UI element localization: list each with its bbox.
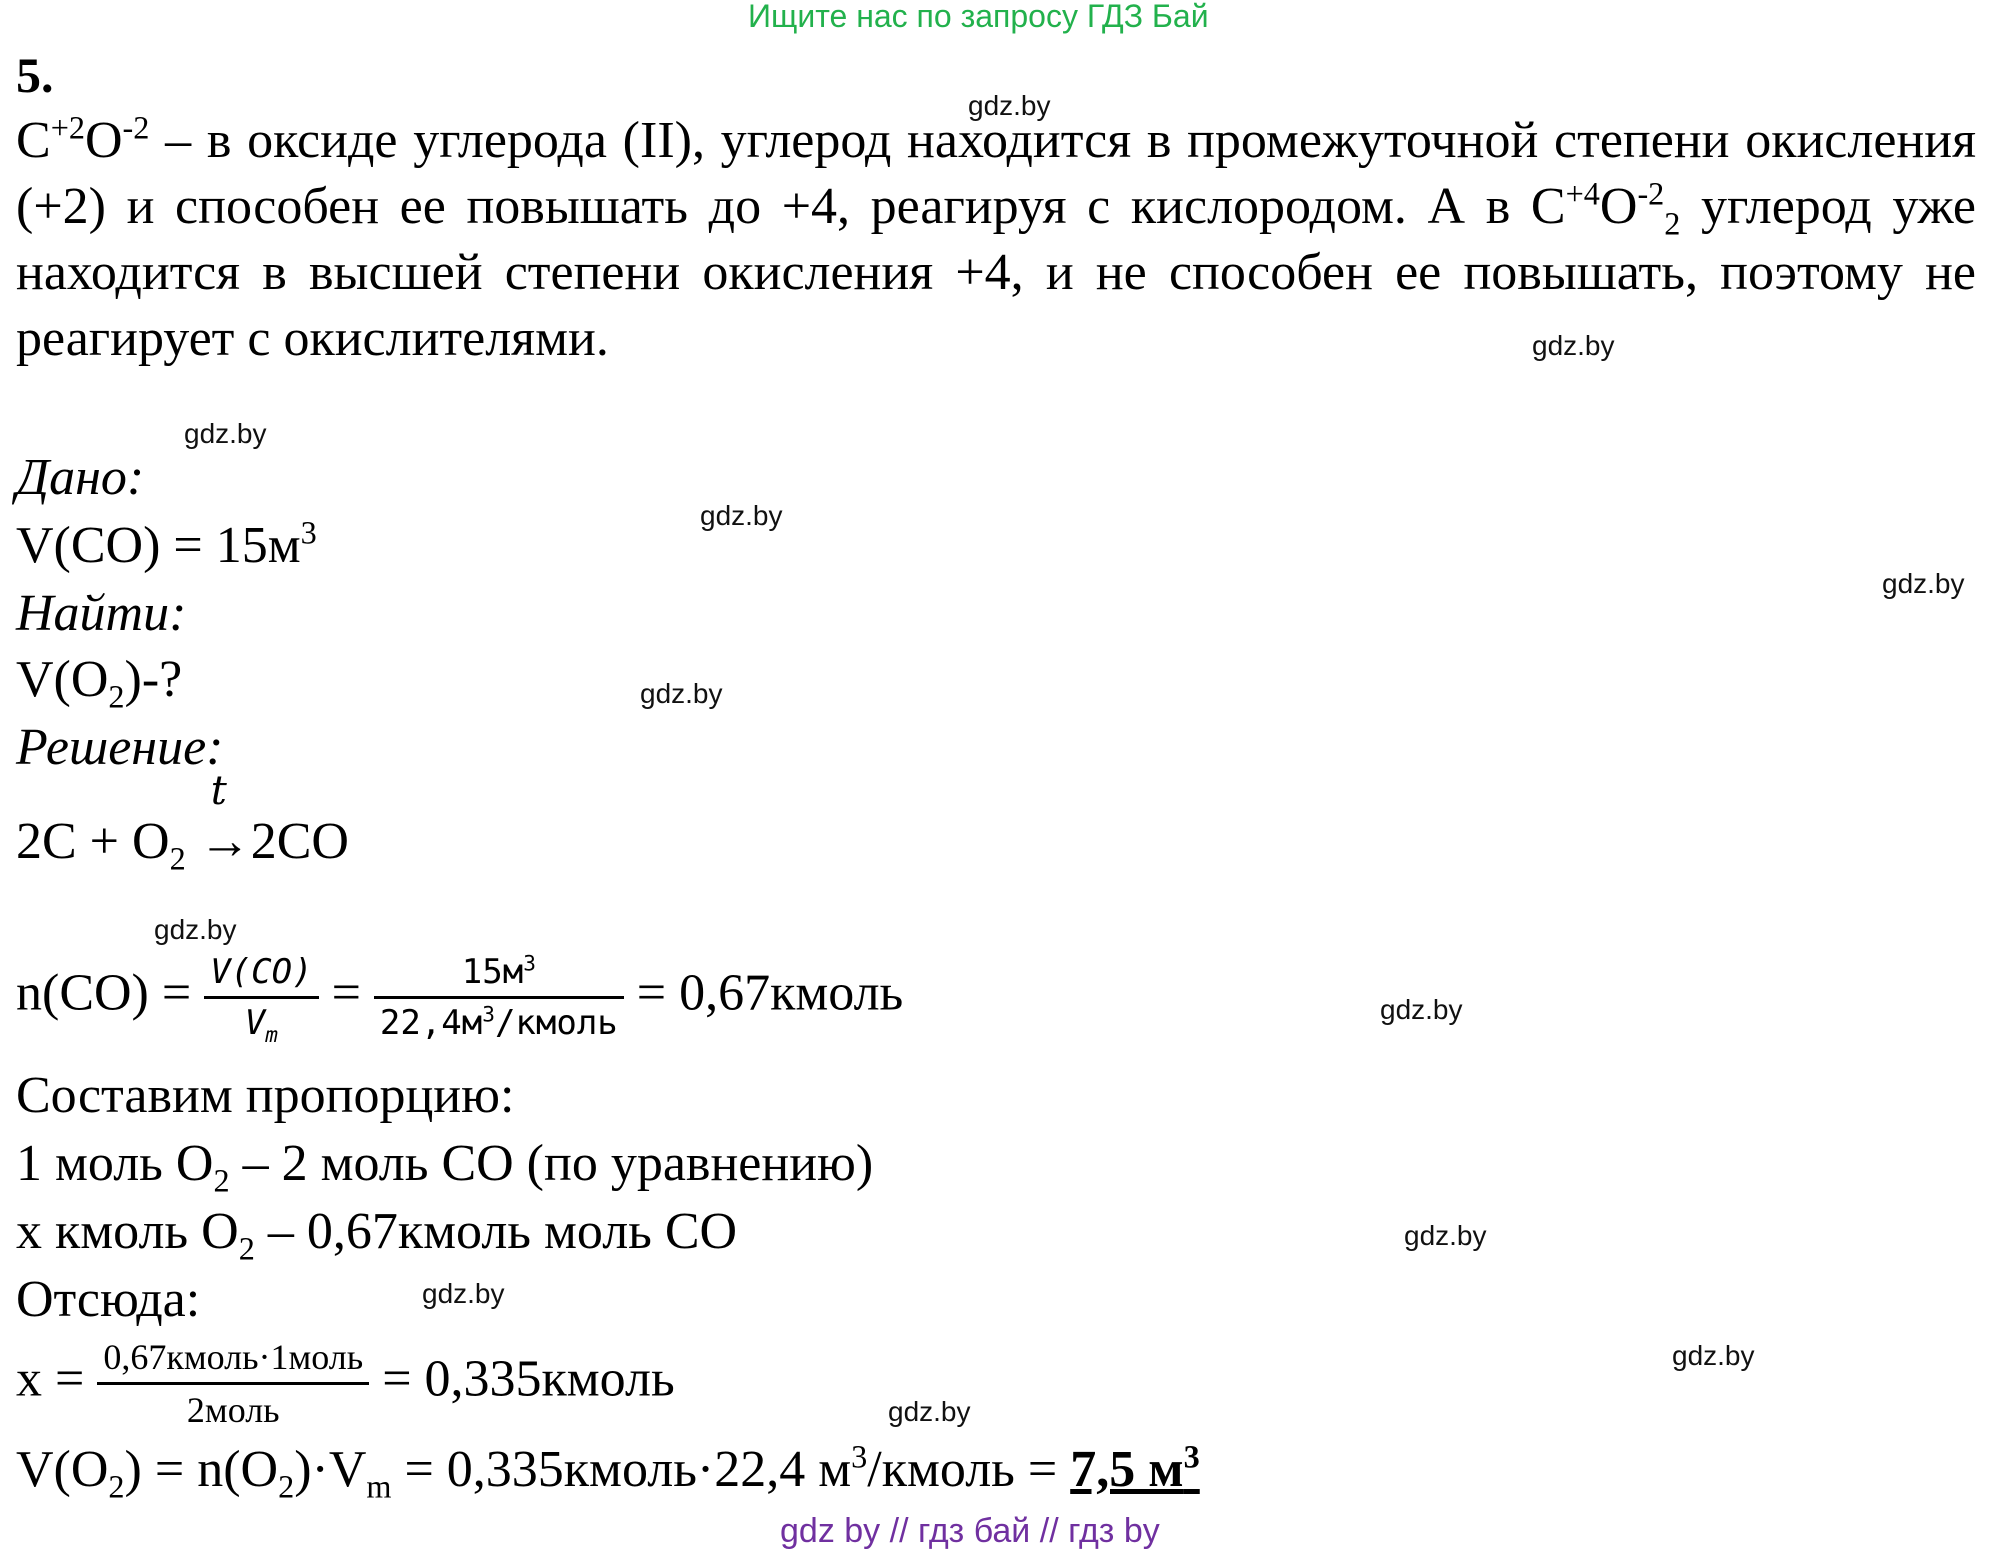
watermark: gdz.by <box>1882 568 1965 599</box>
watermark: gdz.by <box>154 914 237 945</box>
solution-label: Решение: <box>16 719 224 776</box>
fraction-x: $\frac{\text{0,67кмоль·1моль}}{\text{2моль}}$ <box>97 1336 369 1431</box>
watermark: gdz.by <box>888 1396 971 1427</box>
watermark: gdz.by <box>1672 1340 1755 1371</box>
watermark: gdz.by <box>640 678 723 709</box>
given-value: $V(CO) = 15м^3$ <box>16 514 317 574</box>
footer-watermark: gdz by // гдз бай // гдз by <box>780 1512 1160 1550</box>
final-answer: 7,5 $м^3$ <box>1070 1438 1200 1498</box>
find-value: $V(O_2)-$? <box>16 651 183 715</box>
watermark: gdz.by <box>700 500 783 531</box>
find-label: Найти: <box>16 585 187 642</box>
moles-calculation: n(CO) = $\frac{V(CO)}{V_m}$ = $\frac{15м^3}{22,4м^3/кмоль}$ = 0,67кмоль <box>16 950 904 1047</box>
watermark: gdz.by <box>968 90 1051 121</box>
fraction-volume-over-vm: $\frac{V(CO)}{V_m}$ <box>204 952 318 1043</box>
paragraph-text-2: углерод уже находится в высшей степени окисления +4, и не способен ее повышать, поэтому не реагирует с окислителями. <box>16 178 1976 367</box>
watermark: gdz.by <box>1404 1220 1487 1251</box>
reaction-equation: $2C + O_2$ t →2CO <box>16 768 349 877</box>
x-calculation: x = $\frac{\text{0,67кмоль·1моль}}{\text{2моль}}$ = 0,335кмоль <box>16 1337 675 1430</box>
paragraph-text-1: – в оксиде углерода (II), углерод находится в промежуточной степени окисления (+2) и способен ее повышать до +4, реагируя с кислородом. А в <box>16 112 1976 235</box>
reaction-arrow: t → <box>198 768 251 870</box>
given-label: Дано: <box>16 449 145 506</box>
final-calculation: $V(O_2) = n(O_2)\cdot V_m$ = 0,335кмоль·22,4 $м^3$/кмоль = 7,5 $м^3$ <box>16 1438 1200 1505</box>
watermark: gdz.by <box>422 1278 505 1309</box>
proportion-label: Составим пропорцию: <box>16 1067 515 1124</box>
proportion-line-2: x кмоль $O_2$ – 0,67кмоль моль CO <box>16 1203 738 1267</box>
watermark: gdz.by <box>1532 330 1615 361</box>
watermark: gdz.by <box>184 418 267 449</box>
explanation-paragraph: $C^{+2}O^{-2}$ – в оксиде углерода (II), углерод находится в промежуточной степени окисления (+2) и способен ее повышать до +4, реагируя с кислородом. А в $C^{+4}O^{-2}_2$ углерод уже находится в высшей степени окисления +4, и не способен ее повышать, поэтому не реагирует с окислителями. <box>16 109 1976 367</box>
proportion-line-1: 1 моль $O_2 - 2$ моль CO (по уравнению) <box>16 1135 874 1199</box>
fraction-15-over-22-4: $\frac{15м^3}{22,4м^3/кмоль}$ <box>374 952 624 1043</box>
search-banner: Ищите нас по запросу ГДЗ Бай <box>748 0 1209 34</box>
hence-label: Отсюда: <box>16 1271 201 1328</box>
watermark: gdz.by <box>1380 994 1463 1025</box>
task-number: 5. <box>16 47 54 103</box>
